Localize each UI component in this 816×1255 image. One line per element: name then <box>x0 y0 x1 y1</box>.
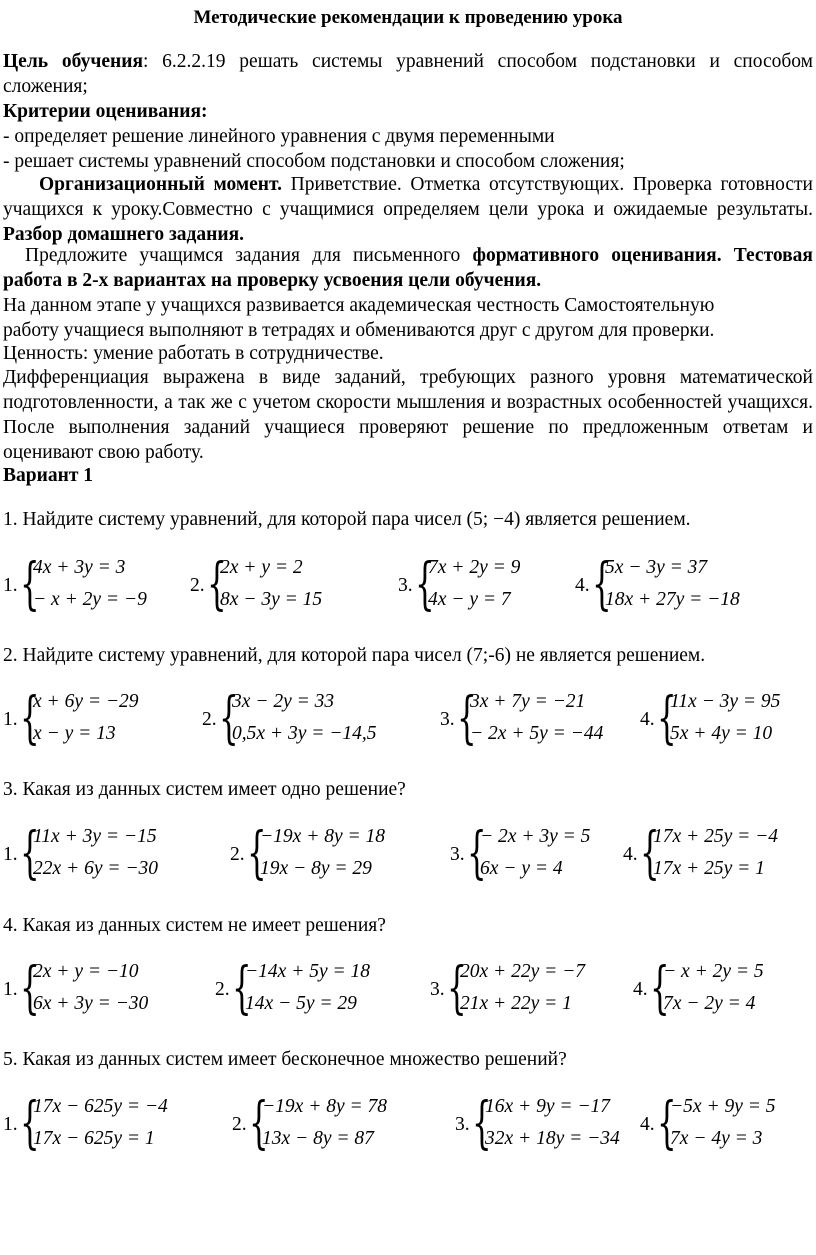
question-text: 4. Какая из данных систем не имеет решения? <box>3 915 386 936</box>
variant-label: Вариант 1 <box>3 465 94 486</box>
option-number: 3. <box>440 709 455 730</box>
option-number: 4. <box>575 575 590 596</box>
equation: 3x − 2y = 33 <box>232 691 335 712</box>
criteria-label: Критерии оценивания: <box>3 101 208 122</box>
option-number: 4. <box>640 709 655 730</box>
differentiation-paragraph: Дифференциация выражена в виде заданий, требующих разного уровня математической подготовленности, а так же с учетом скорости мышления и возрастных особенностей учащихся. После выполнения заданий учащиеся проверяют решение по предложенным ответам и оценивают свою работу. <box>3 367 813 463</box>
brace-icon: { <box>415 552 435 617</box>
page-title: Методические рекомендации к проведению урока <box>193 7 623 28</box>
goal-text: : 6.2.2.19 решать системы уравнений способом подстановки и способом сложения; <box>3 51 813 97</box>
brace-icon: { <box>249 1091 269 1156</box>
brace-icon: { <box>20 956 40 1021</box>
systems-row <box>0 1093 816 1163</box>
suggest-text: Предложите учащимся задания для письменного <box>25 245 473 266</box>
equation: 5x − 3y = 37 <box>605 557 708 578</box>
option-number: 2. <box>215 979 230 1000</box>
suggest-bold: формативного оценивания. Тестовая работа в 2-х вариантах на проверку усвоения цели обучения. <box>3 245 813 291</box>
brace-icon: { <box>247 821 267 886</box>
question-text: 3. Какая из данных систем имеет одно решение? <box>3 779 406 800</box>
systems-row <box>0 823 816 893</box>
brace-icon: { <box>640 821 660 886</box>
equation: 17x + 25y = 1 <box>653 858 765 879</box>
brace-icon: { <box>472 1091 492 1156</box>
equation: 17x + 25y = −4 <box>653 826 779 847</box>
question-text: 2. Найдите систему уравнений, для которой пара чисел (7;-6) не является решением. <box>3 645 706 666</box>
equation: 11x − 3y = 95 <box>670 691 781 712</box>
org-label: Организационный момент. <box>39 174 283 195</box>
criteria-item: - определяет решение линейного уравнения с двумя переменными <box>3 126 555 147</box>
criteria-item: - решает системы уравнений способом подстановки и способом сложения; <box>3 151 625 172</box>
variant-heading <box>3 463 813 488</box>
equation: − x + 2y = −9 <box>33 589 147 610</box>
equation: 17x − 625y = 1 <box>33 1128 155 1149</box>
equation: 11x + 3y = −15 <box>33 826 157 847</box>
brace-icon: { <box>207 552 227 617</box>
brace-icon: { <box>232 956 252 1021</box>
equation: 8x − 3y = 15 <box>220 589 323 610</box>
equation: −19x + 8y = 78 <box>262 1096 388 1117</box>
equation: − 2x + 5y = −44 <box>470 723 604 744</box>
systems-row <box>0 958 816 1028</box>
systems-row <box>0 688 816 758</box>
brace-icon: { <box>219 686 239 751</box>
option-number: 2. <box>232 1114 247 1135</box>
option-number: 1. <box>3 979 18 1000</box>
equation: 18x + 27y = −18 <box>605 589 740 610</box>
option-number: 3. <box>450 844 465 865</box>
equation: −19x + 8y = 18 <box>260 826 386 847</box>
equation: 22x + 6y = −30 <box>33 858 159 879</box>
option-number: 4. <box>640 1114 655 1135</box>
option-number: 1. <box>3 1114 18 1135</box>
brace-icon: { <box>650 956 670 1021</box>
option-number: 4. <box>623 844 638 865</box>
equation: − 2x + 3y = 5 <box>480 826 591 847</box>
criteria-heading <box>3 99 813 124</box>
brace-icon: { <box>20 552 40 617</box>
equation: 16x + 9y = −17 <box>485 1096 611 1117</box>
equation: 0,5x + 3y = −14,5 <box>232 723 377 744</box>
equation: 6x + 3y = −30 <box>33 993 149 1014</box>
option-number: 3. <box>455 1114 470 1135</box>
question-text: 1. Найдите систему уравнений, для которой пара чисел (5; −4) является решением. <box>3 509 691 530</box>
equation: 13x − 8y = 87 <box>262 1128 374 1149</box>
equation: 5x + 4y = 10 <box>670 723 773 744</box>
systems-row <box>0 554 816 624</box>
brace-icon: { <box>657 686 677 751</box>
equation: 7x − 2y = 4 <box>663 993 756 1014</box>
equation: 7x − 4y = 3 <box>670 1128 763 1149</box>
equation: 3x + 7y = −21 <box>470 691 586 712</box>
option-number: 2. <box>202 709 217 730</box>
option-number: 3. <box>398 575 413 596</box>
equation: 4x − y = 7 <box>428 589 511 610</box>
brace-icon: { <box>447 956 467 1021</box>
org-text: Приветствие. Отметка отсутствующих. Проверка готовности учащихся к уроку.Совместно с учащимися определяем цели урока и ожидаемые результаты. <box>3 174 813 220</box>
goal-label: Цель обучения <box>3 51 144 72</box>
brace-icon: { <box>592 552 612 617</box>
equation: 2x + y = 2 <box>220 557 303 578</box>
equation: 4x + 3y = 3 <box>33 557 126 578</box>
brace-icon: { <box>20 1091 40 1156</box>
option-number: 4. <box>633 979 648 1000</box>
brace-icon: { <box>457 686 477 751</box>
equation: x − y = 13 <box>33 723 116 744</box>
value-paragraph: Ценность: умение работать в сотрудничестве. <box>3 343 384 364</box>
goal-paragraph <box>3 49 813 99</box>
option-number: 1. <box>3 709 18 730</box>
option-number: 1. <box>3 575 18 596</box>
question-text: 5. Какая из данных систем имеет бесконечное множество решений? <box>3 1049 567 1070</box>
option-number: 1. <box>3 844 18 865</box>
option-number: 3. <box>430 979 445 1000</box>
homework-label: Разбор домашнего задания. <box>3 224 245 245</box>
equation: −5x + 9y = 5 <box>670 1096 776 1117</box>
brace-icon: { <box>657 1091 677 1156</box>
option-number: 2. <box>190 575 205 596</box>
equation: 17x − 625y = −4 <box>33 1096 168 1117</box>
equation: 20x + 22y = −7 <box>460 961 586 982</box>
equation: x + 6y = −29 <box>33 691 139 712</box>
equation: 19x − 8y = 29 <box>260 858 372 879</box>
equation: 6x − y = 4 <box>480 858 563 879</box>
equation: 32x + 18y = −34 <box>485 1128 620 1149</box>
brace-icon: { <box>20 686 40 751</box>
equation: 2x + y = −10 <box>33 961 139 982</box>
equation: 14x − 5y = 29 <box>245 993 357 1014</box>
option-number: 2. <box>230 844 245 865</box>
equation: 21x + 22y = 1 <box>460 993 572 1014</box>
stage-paragraph: На данном этапе у учащихся развивается академическая честность Самостоятельную работу учащиеся выполняют в тетрадях и обмениваются друг с другом для проверки. <box>3 295 715 341</box>
equation: −14x + 5y = 18 <box>245 961 371 982</box>
org-paragraph <box>3 172 813 247</box>
brace-icon: { <box>467 821 487 886</box>
equation: − x + 2y = 5 <box>663 961 764 982</box>
brace-icon: { <box>20 821 40 886</box>
equation: 7x + 2y = 9 <box>428 557 521 578</box>
suggest-paragraph <box>3 243 813 293</box>
